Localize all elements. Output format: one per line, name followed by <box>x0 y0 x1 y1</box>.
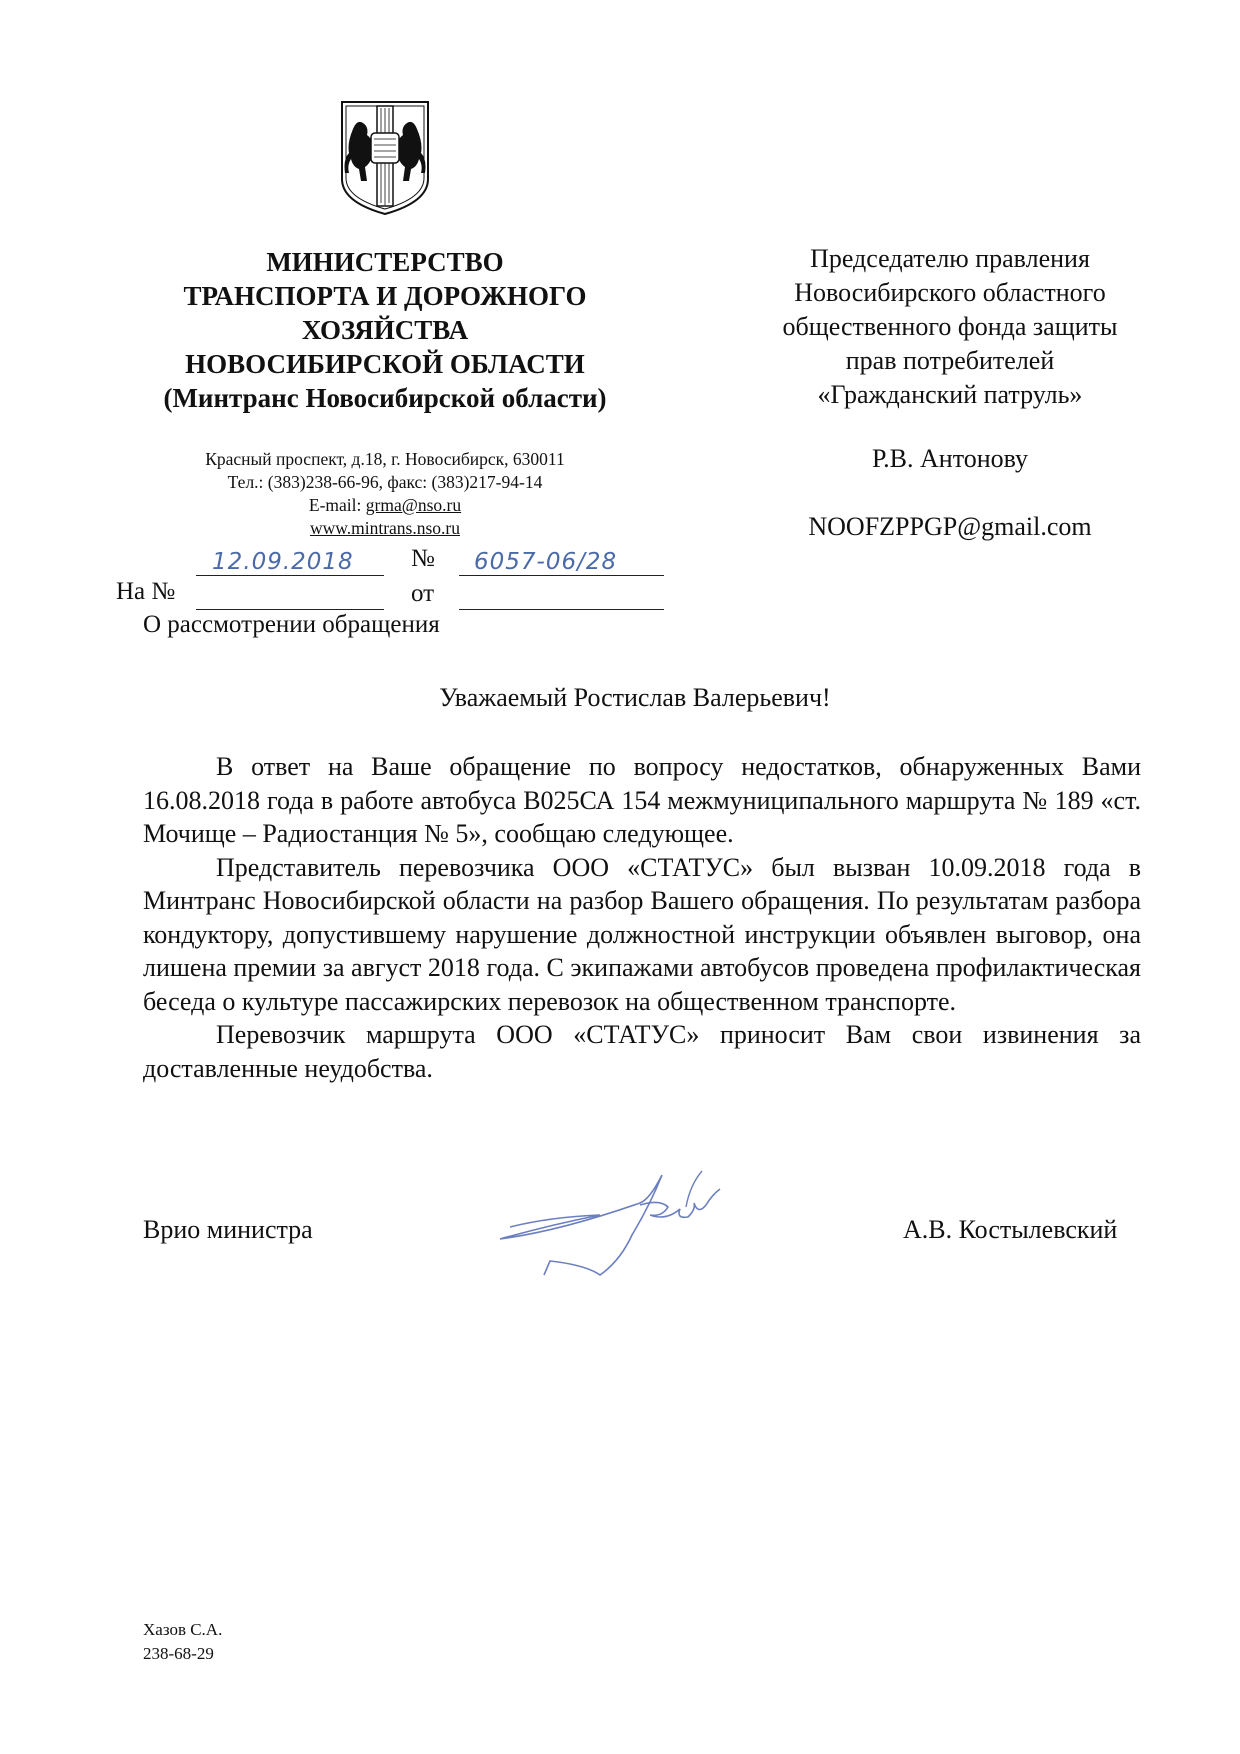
coat-of-arms-icon <box>339 99 431 217</box>
date-underline <box>196 575 384 576</box>
ministry-line-2: ТРАНСПОРТА И ДОРОЖНОГО <box>183 281 587 311</box>
body-paragraph-1: В ответ на Ваше обращение по вопросу недостатков, обнаруженных Вами 16.08.2018 года в работе автобуса В025СА 154 межмуниципального маршрута № 189 «ст. Мочище – Радиостанция № 5», сообщаю следующее. <box>143 752 1141 848</box>
ministry-line-5: (Минтранс Новосибирской области) <box>163 383 607 413</box>
ministry-line-1: МИНИСТЕРСТВО <box>266 247 504 277</box>
ministry-line-4: НОВОСИБИРСКОЙ ОБЛАСТИ <box>185 349 585 379</box>
executor-phone: 238-68-29 <box>143 1644 214 1663</box>
reply-date-underline <box>459 609 664 610</box>
letter-body <box>143 750 1141 1085</box>
addressee-line-4: прав потребителей <box>845 346 1055 375</box>
registration-date: 12.09.2018 <box>212 549 354 575</box>
ministry-phones: Тел.: (383)238-66-96, факс: (383)217-94-14 <box>227 472 543 492</box>
number-label: № <box>411 545 435 572</box>
ministry-line-3: ХОЗЯЙСТВА <box>301 315 469 345</box>
ministry-contacts <box>120 448 650 540</box>
letter-subject: О рассмотрении обращения <box>143 611 440 638</box>
reply-number-underline <box>196 609 384 610</box>
number-underline <box>459 575 664 576</box>
addressee-line-5: «Гражданский патруль» <box>817 380 1083 409</box>
registration-number: 6057-06/28 <box>474 549 618 575</box>
addressee-email: NOOFZPPGP@gmail.com <box>808 512 1092 541</box>
addressee-line-3: общественного фонда защиты <box>782 312 1118 341</box>
reply-to-label: На № <box>116 578 176 605</box>
addressee-name: Р.В. Антонову <box>871 444 1029 473</box>
ministry-name <box>120 245 650 415</box>
executor-name: Хазов С.А. <box>143 1620 223 1639</box>
body-paragraph-2: Представитель перевозчика ООО «СТАТУС» был вызван 10.09.2018 года в Минтранс Новосибирской области на разбор Вашего обращения. По результатам разбора кондуктору, допустившему нарушение должностной инструкции объявлен выговор, она лишена премии за август 2018 года. С экипажами автобусов проведена профилактическая беседа о культуре пассажирских перевозок на общественном транспорте. <box>143 852 1141 1016</box>
greeting: Уважаемый Ростислав Валерьевич! <box>439 683 831 712</box>
ministry-website-link[interactable]: www.mintrans.nso.ru <box>309 518 461 538</box>
signatory-name: А.В. Костылевский <box>903 1215 1118 1244</box>
from-label: от <box>411 580 435 607</box>
executor-info <box>143 1618 222 1666</box>
body-paragraph-3: Перевозчик маршрута ООО «СТАТУС» приносит Вам свои извинения за доставленные неудобства. <box>143 1020 1141 1083</box>
addressee-block <box>690 242 1210 412</box>
handwritten-signature-icon <box>490 1165 730 1285</box>
ministry-email-row <box>120 494 650 517</box>
addressee-line-2: Новосибирского областного <box>794 278 1106 307</box>
ministry-email-link[interactable]: grma@nso.ru <box>365 495 462 515</box>
ministry-address: Красный проспект, д.18, г. Новосибирск, 630011 <box>205 449 565 469</box>
email-label: E-mail: <box>308 495 366 515</box>
signatory-role: Врио министра <box>143 1215 313 1244</box>
addressee-line-1: Председателю правления <box>810 244 1090 273</box>
